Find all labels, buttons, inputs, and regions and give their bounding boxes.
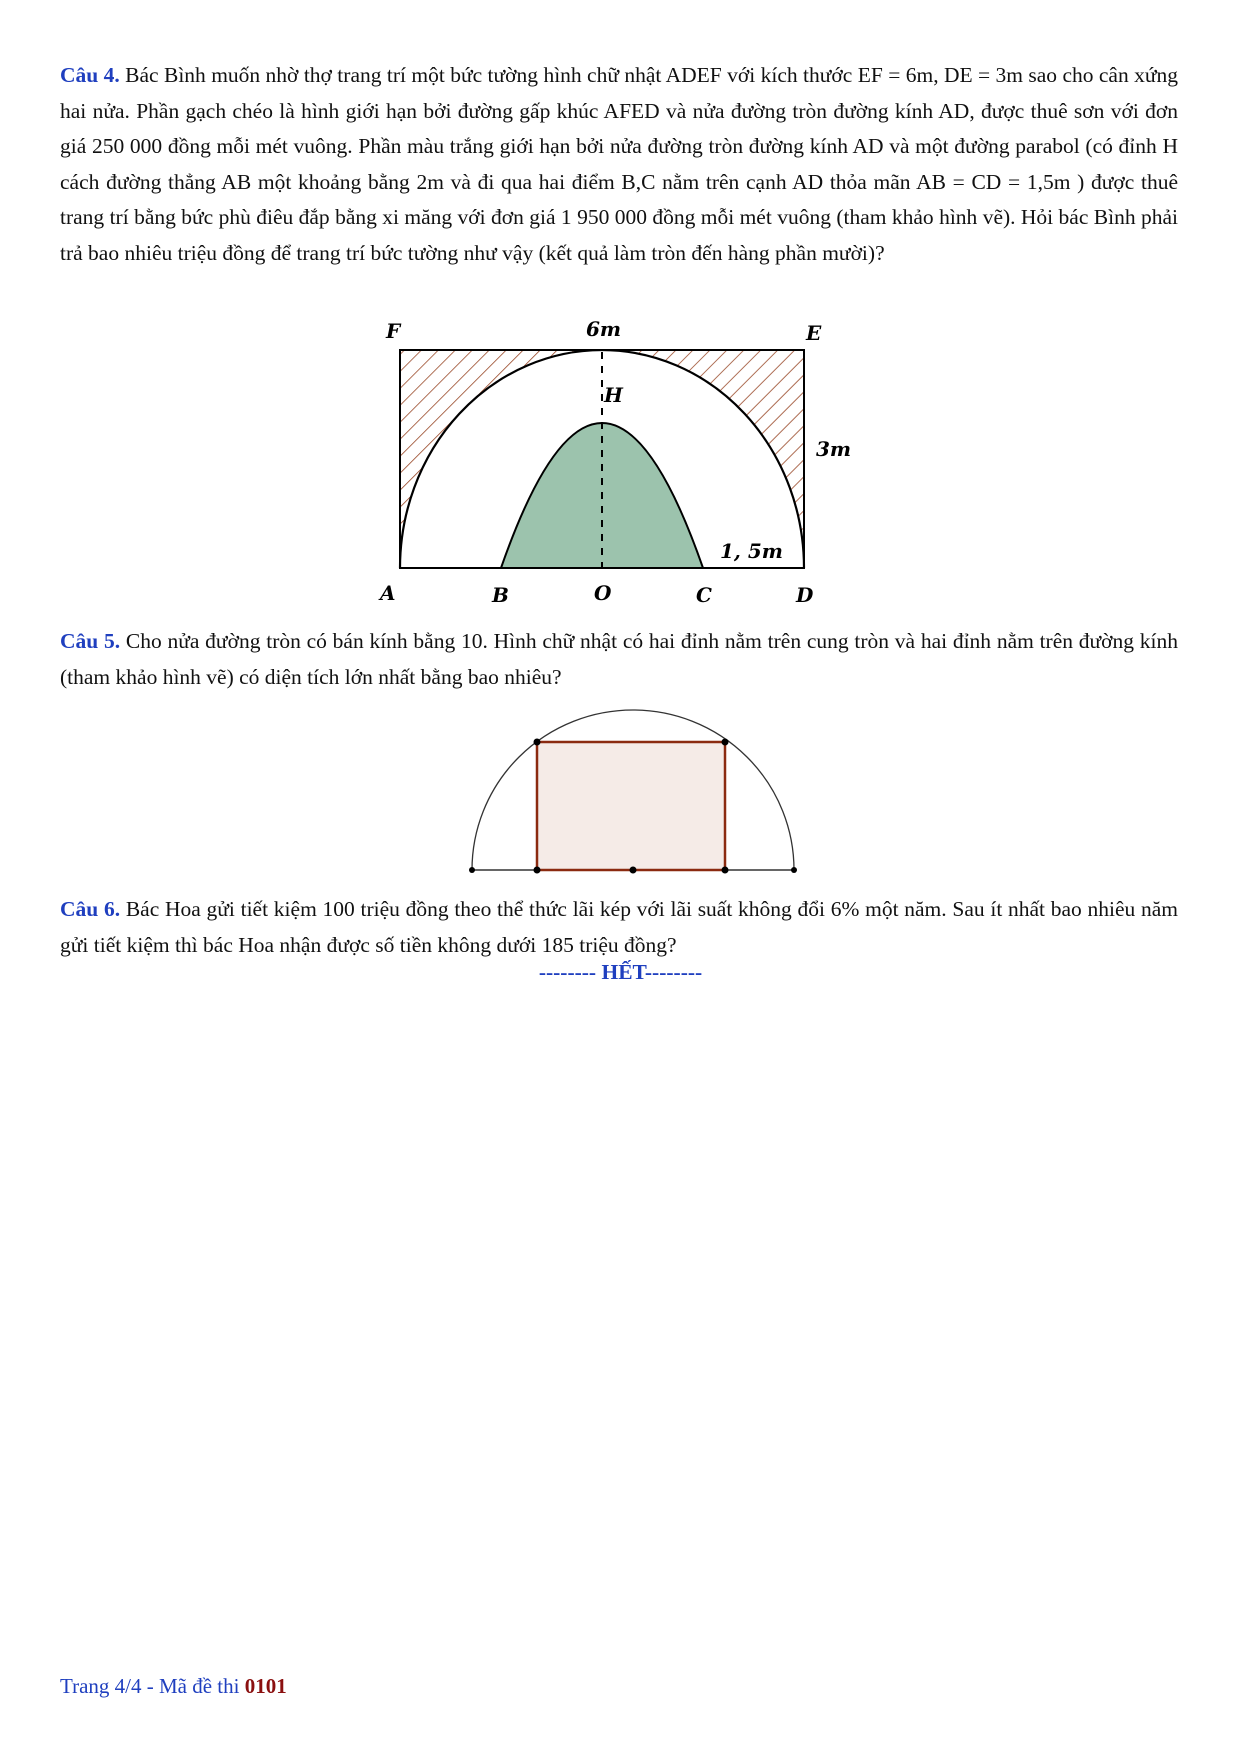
question-5 — [60, 624, 1178, 695]
question-4-label: Câu 4. — [60, 63, 120, 87]
vertex-point — [722, 739, 729, 746]
question-6-label: Câu 6. — [60, 897, 121, 921]
label-side-3m: 3m — [816, 437, 852, 461]
vertex-point — [534, 739, 541, 746]
endpoint — [791, 867, 797, 873]
label-top-6m: 6m — [586, 317, 622, 341]
vertex-point — [534, 867, 541, 874]
question-4-text: Bác Bình muốn nhờ thợ trang trí một bức tường hình chữ nhật ADEF với kích thước EF = 6m, DE = 3m sao cho cân xứng hai nửa. Phần gạch chéo là hình giới hạn bởi đường gấp khúc AFED và nửa đường tròn đường kính AD, được thuê sơn với đơn giá 250 000 đồng mỗi mét vuông. Phần màu trắng giới hạn bởi nửa đường tròn đường kính AD và một đường parabol (có đỉnh H cách đường thẳng AB một khoảng bằng 2m và đi qua hai điểm B,C nằm trên cạnh AD thỏa mãn AB = CD = 1,5m ) được thuê trang trí bằng bức phù điêu đắp bằng xi măng với đơn giá 1 950 000 đồng mỗi mét vuông (tham khảo hình vẽ). Hỏi bác Bình phải trả bao nhiêu triệu đồng để trang trí bức tường như vậy (kết quả làm tròn đến hàng phần mười)? — [60, 63, 1179, 265]
label-D: D — [796, 583, 814, 607]
question-4-figure — [370, 316, 910, 612]
label-O: O — [594, 581, 612, 605]
label-A: A — [380, 581, 396, 605]
question-4 — [60, 58, 1178, 271]
question-6 — [60, 892, 1178, 963]
question-5-text: Cho nửa đường tròn có bán kính bằng 10. Hình chữ nhật có hai đỉnh nằm trên cung tròn và hai đỉnh nằm trên đường kính (tham khảo hình vẽ) có diện tích lớn nhất bằng bao nhiêu? — [60, 629, 1179, 689]
center-point — [630, 867, 637, 874]
vertex-point — [722, 867, 729, 874]
end-mark: -------- HẾT-------- — [538, 960, 703, 984]
label-F: F — [386, 319, 401, 343]
inscribed-rectangle — [537, 742, 725, 870]
question-5-figure — [460, 700, 810, 880]
label-H: H — [604, 383, 623, 407]
label-E: E — [806, 321, 822, 345]
page-footer — [60, 1674, 287, 1699]
question-6-text: Bác Hoa gửi tiết kiệm 100 triệu đồng theo thể thức lãi kép với lãi suất không đổi 6% một năm. Sau ít nhất bao nhiêu năm gửi tiết kiệm thì bác Hoa nhận được số tiền không dưới 185 triệu đồng? — [60, 897, 1179, 957]
label-C: C — [696, 583, 712, 607]
question-5-label: Câu 5. — [60, 629, 121, 653]
exam-code: 0101 — [244, 1674, 287, 1698]
endpoint — [469, 867, 475, 873]
label-B: B — [492, 583, 509, 607]
footer-text: Trang 4/4 - Mã đề thi — [60, 1674, 240, 1698]
label-cd-length: 1, 5m — [720, 539, 783, 563]
